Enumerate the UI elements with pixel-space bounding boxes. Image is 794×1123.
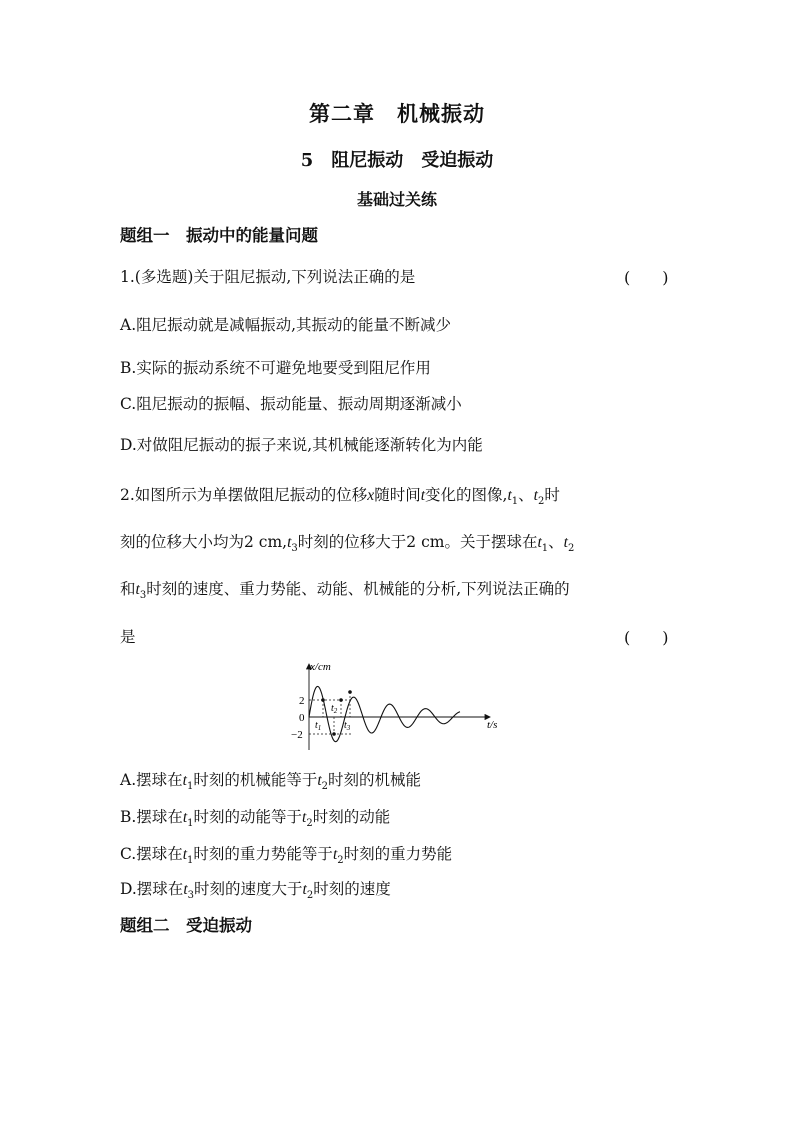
question-2-line-1: 2.如图所示为单摆做阻尼振动的位移x随时间t变化的图像$,t_1$、$t_2$时 (120, 486, 560, 508)
question-2-line-4: 是 (120, 628, 136, 646)
t3-label: $t_3$ (344, 720, 351, 732)
question-2-option-c: C.摆球在$t_1$时刻的重力势能等于$t_2$时刻的重力势能 (120, 845, 453, 867)
question-2-option-b: B.摆球在$t_1$时刻的动能等于$t_2$时刻的动能 (120, 808, 391, 830)
group-title-2: 题组二 受迫振动 (120, 916, 252, 935)
tick-label-neg2: −2 (291, 729, 303, 741)
section-title: 5 阻尼振动 受迫振动 (300, 150, 494, 171)
question-1-stem: 1.(多选题)关于阻尼振动,下列说法正确的是 (120, 268, 416, 286)
t3-point (348, 690, 352, 694)
question-1-option-b: B.实际的振动系统不可避免地要受到阻尼作用 (120, 359, 431, 377)
t2-label: $t_2$ (331, 703, 338, 715)
question-1-option-a: A.阻尼振动就是减幅振动,其振动的能量不断减少 (120, 316, 452, 334)
question-1-option-c: C.阻尼振动的振幅、振动能量、振动周期逐渐减小 (120, 395, 462, 413)
t1-point (321, 698, 325, 702)
question-2-line-2: 刻的位移大小均为2 $cm,t_3$时刻的位移大于2 cm。关于摆球在$t_1$、$t_2$ (120, 533, 575, 555)
group-title-1: 题组一 振动中的能量问题 (120, 226, 318, 245)
question-2-answer-paren: ( ) (624, 628, 669, 647)
question-1-option-d: D.对做阻尼振动的振子来说,其机械能逐渐转化为内能 (120, 436, 483, 454)
question-1-answer-paren: ( ) (624, 268, 669, 287)
tick-label-2: 2 (299, 695, 305, 707)
subsection-title: 基础过关练 (356, 190, 437, 209)
question-2-line-3: 和$t_3$时刻的速度、重力势能、动能、机械能的分析,下列说法正确的 (120, 580, 570, 602)
question-2-option-a: A.摆球在$t_1$时刻的机械能等于$t_2$时刻的机械能 (120, 771, 422, 793)
t1-label: $t_1$ (315, 720, 322, 732)
oscillation-curve (309, 686, 460, 741)
neg-point (332, 732, 336, 736)
t2-point (339, 698, 343, 702)
tick-label-0: 0 (299, 712, 305, 724)
damped-oscillation-figure (280, 658, 520, 758)
chapter-title: 第二章 机械振动 (309, 101, 485, 126)
x-axis-label: t/s (487, 719, 498, 731)
question-2-option-d: D.摆球在$t_3$时刻的速度大于$t_2$时刻的速度 (120, 880, 391, 902)
y-axis-label: x/cm (310, 661, 331, 673)
